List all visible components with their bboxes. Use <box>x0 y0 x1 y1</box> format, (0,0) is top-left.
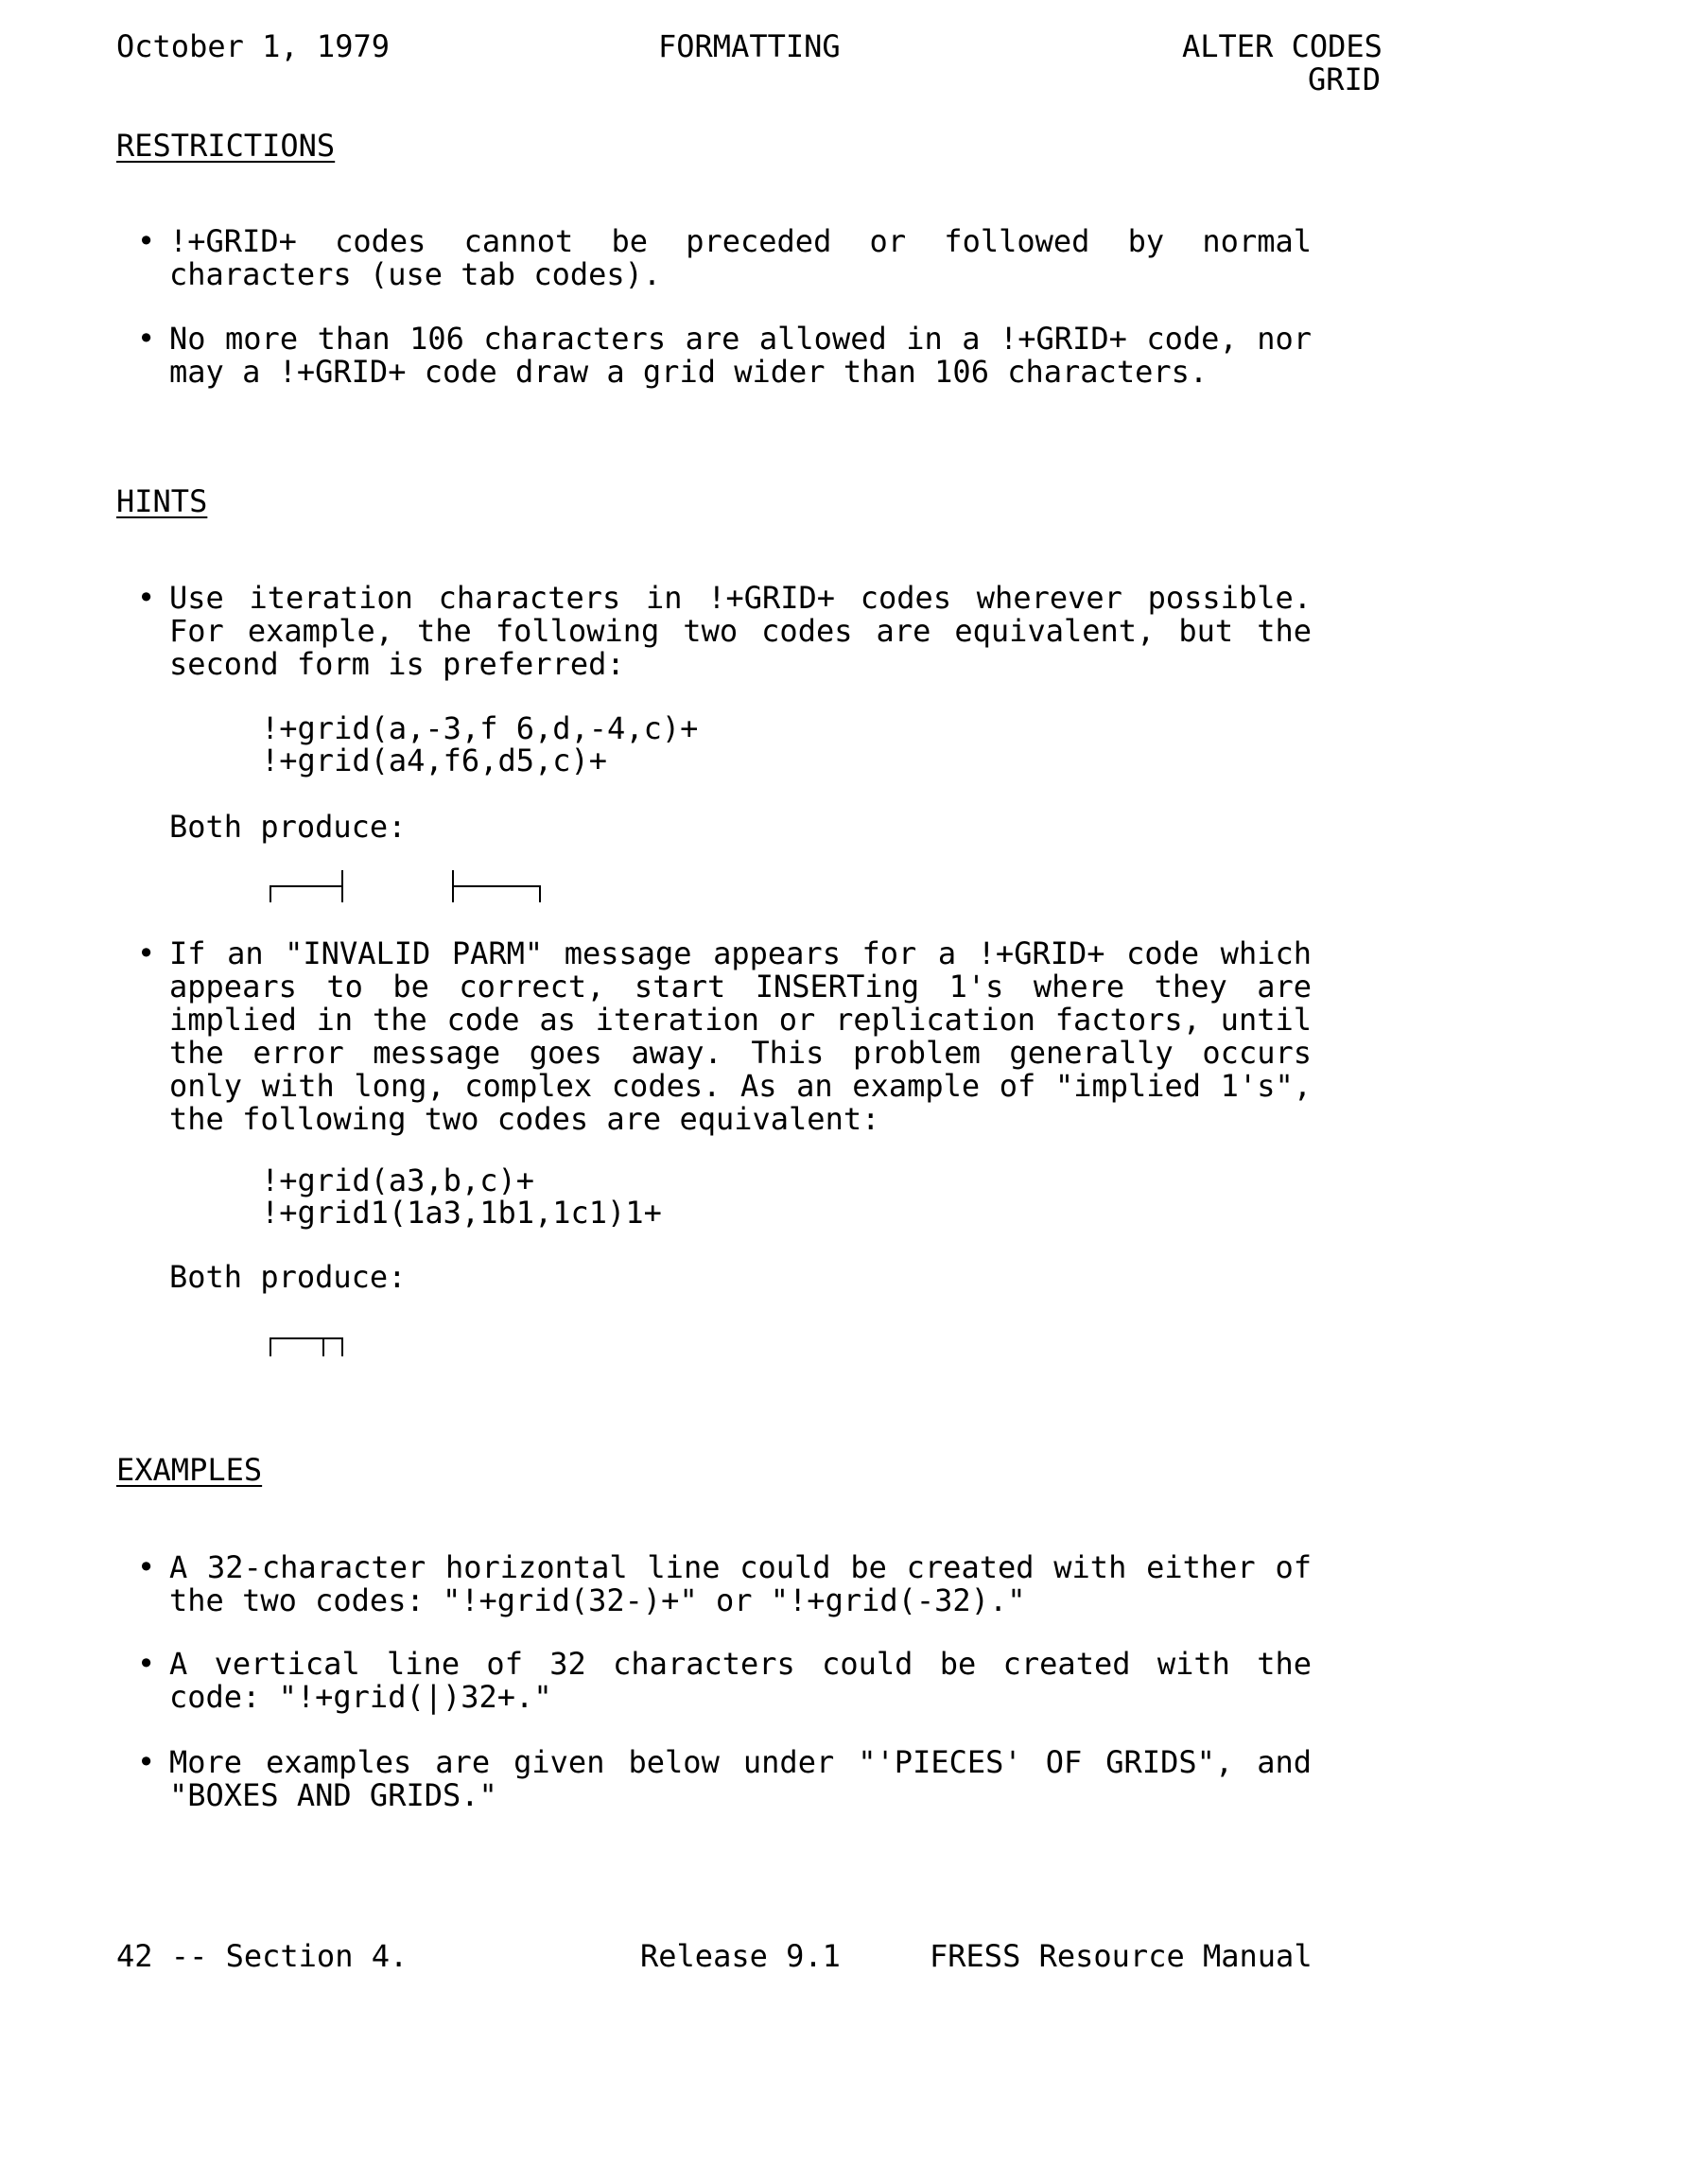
both-produce-label: Both produce: <box>169 809 407 845</box>
hint-text: If an "INVALID PARM" message appears for a !+GRID+ code which appears to be correct, start INSERTing 1's where they are implied in the code as iteration or replication factors, until the error message goes away. This problem generally occurs only with long, complex codes. As an example of "implied 1's", the following two codes are equivalent: <box>169 935 1312 1137</box>
code-example: !+grid(a4,f6,d5,c)+ <box>261 743 608 778</box>
header-subtopic: GRID <box>1308 61 1382 97</box>
example-item: More examples are given below under "'PIECES' OF GRIDS", and "BOXES AND GRIDS." <box>169 1744 1312 1813</box>
footer-page: 42 -- Section 4. <box>116 1938 409 1974</box>
hints-heading: HINTS <box>116 483 208 519</box>
bullet: • <box>137 580 156 616</box>
examples-heading: EXAMPLES <box>116 1452 263 1488</box>
code-example: !+grid(a,-3,f 6,d,-4,c)+ <box>261 710 699 746</box>
bullet: • <box>137 1549 156 1585</box>
code-example: !+grid1(1a3,1b1,1c1)1+ <box>261 1195 662 1231</box>
header-section: FORMATTING <box>658 28 841 64</box>
example-item: A 32-character horizontal line could be created with either of the two codes: "!+grid(32-)+" or "!+grid(-32)." <box>169 1549 1312 1618</box>
footer-title: FRESS Resource Manual <box>930 1938 1313 1974</box>
bullet: • <box>137 935 156 971</box>
bullet: • <box>137 1744 156 1780</box>
both-produce-label: Both produce: <box>169 1259 407 1295</box>
hint-text: Use iteration characters in !+GRID+ codes wherever possible. For example, the following two codes are equivalent, but the second form is preferred: <box>169 580 1312 682</box>
restriction-item: No more than 106 characters are allowed in a !+GRID+ code, nor may a !+GRID+ code draw a grid wider than 106 characters. <box>169 321 1312 390</box>
bullet: • <box>137 321 156 357</box>
footer-release: Release 9.1 <box>640 1938 841 1974</box>
bullet: • <box>137 1646 156 1682</box>
restrictions-heading: RESTRICTIONS <box>116 128 336 164</box>
bullet: • <box>137 223 156 259</box>
code-example: !+grid(a3,b,c)+ <box>261 1162 534 1198</box>
restriction-item: !+GRID+ codes cannot be preceded or followed by normal characters (use tab codes). <box>169 223 1312 292</box>
example-item: A vertical line of 32 characters could be created with the code: "!+grid(|)32+." <box>169 1646 1312 1715</box>
header-topic: ALTER CODES <box>1182 28 1383 64</box>
header-date: October 1, 1979 <box>116 28 390 64</box>
